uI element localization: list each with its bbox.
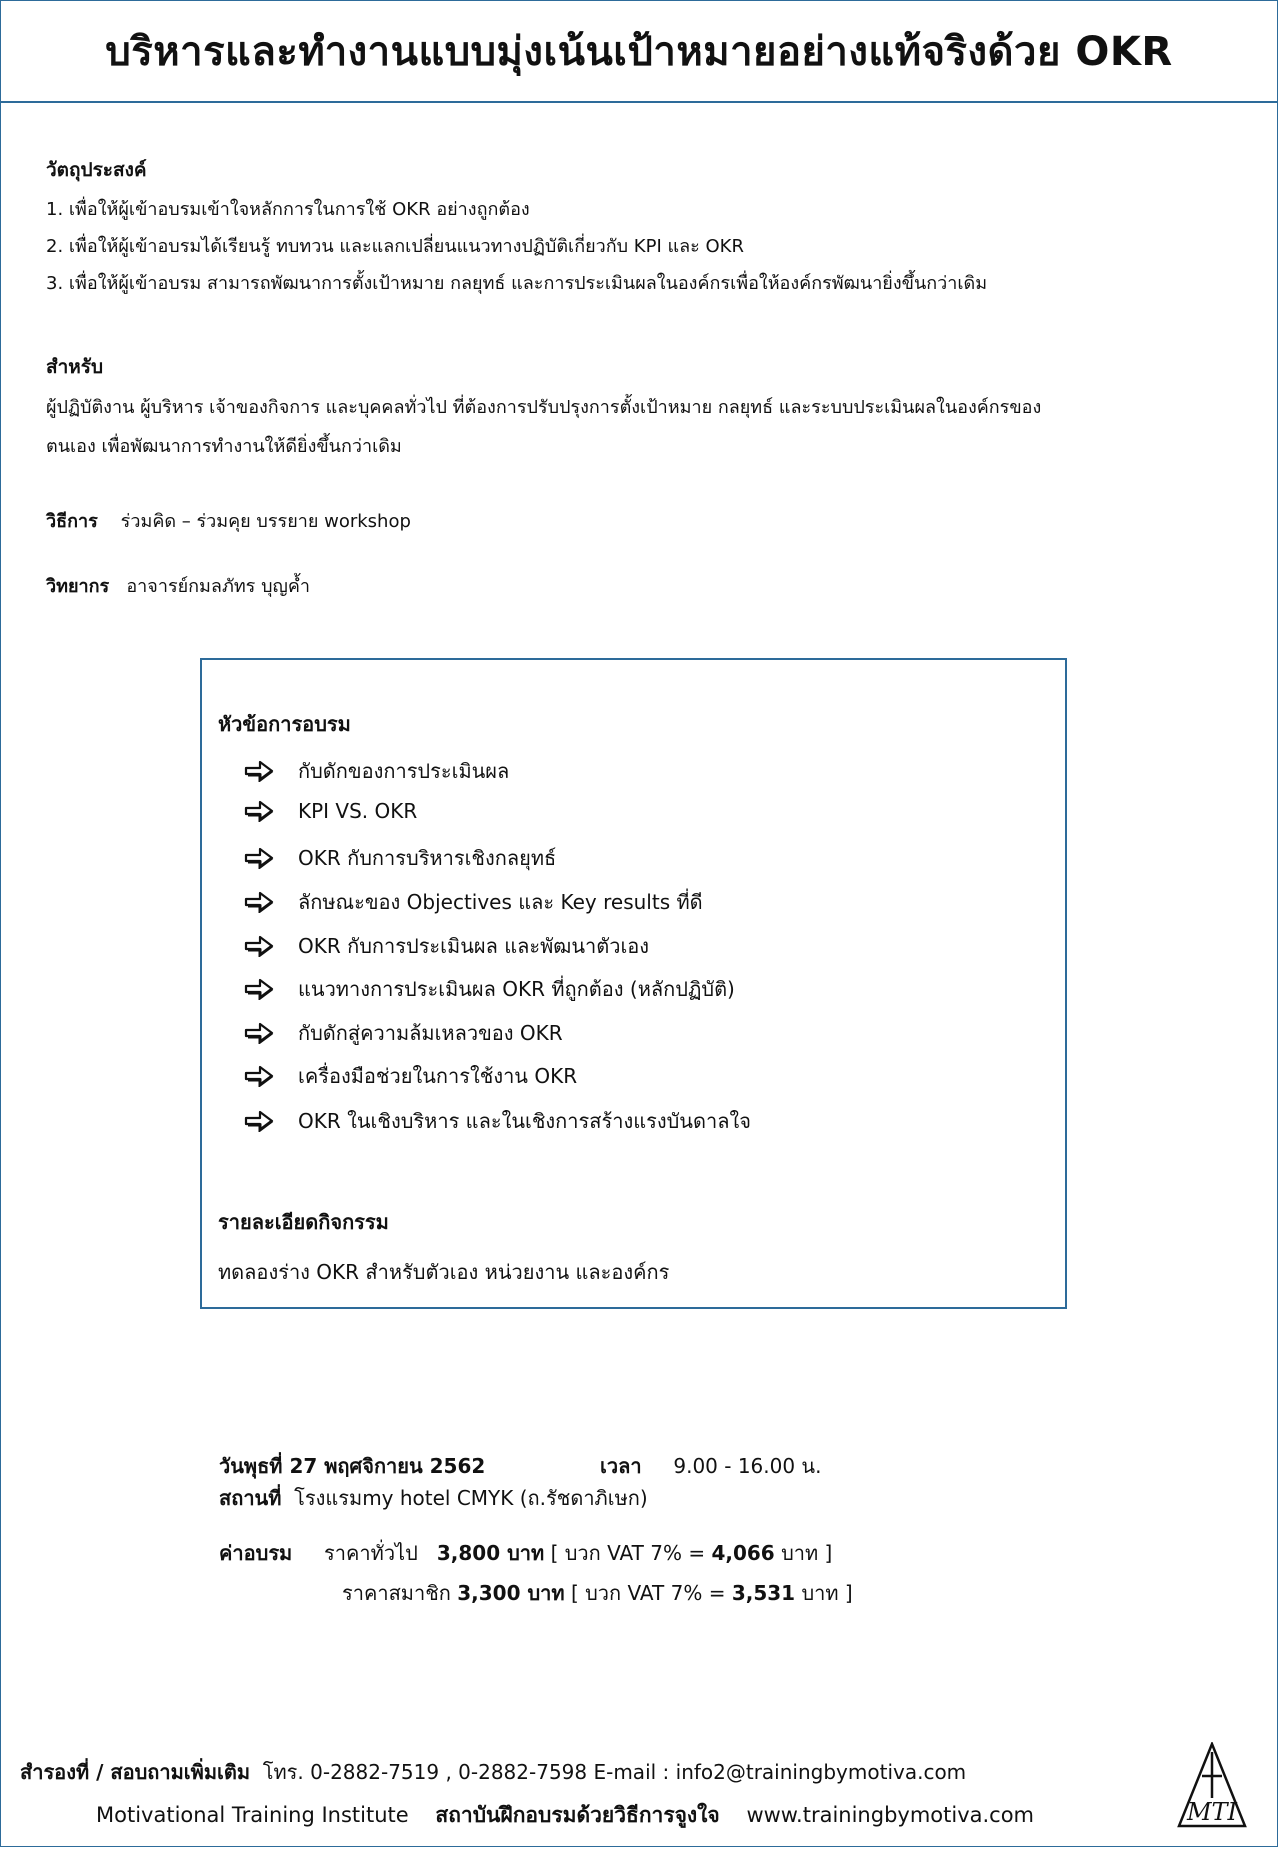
speaker-label: วิทยากร: [46, 576, 110, 597]
topic-item-label: OKR กับการประเมินผล และพัฒนาตัวเอง: [298, 934, 650, 958]
topics-heading: หัวข้อการอบรม: [218, 712, 351, 736]
event-date-row: [219, 1450, 485, 1482]
event-venue-value: โรงแรมmy hotel CMYK (ถ.รัชดาภิเษก): [294, 1486, 648, 1510]
topic-item: [244, 1017, 563, 1049]
general-total: 4,066: [711, 1541, 775, 1565]
general-vat-prefix: [ บวก VAT 7% =: [550, 1541, 706, 1565]
method-value: ร่วมคิด – ร่วมคุย บรรยาย workshop: [120, 511, 411, 532]
topic-item: [244, 1060, 577, 1092]
topic-item: [244, 799, 417, 823]
mti-logo-icon: [1176, 1742, 1248, 1828]
topic-item-label: กับดักของการประเมินผล: [298, 759, 510, 783]
footer-institute-row: [96, 1799, 1034, 1832]
topic-item-label: ลักษณะของ Objectives และ Key results ที่ดี: [298, 890, 703, 914]
objective-item-3: 3. เพื่อให้ผู้เข้าอบรม สามารถพัฒนาการตั้งเป้าหมาย กลยุทธ์ และการประเมินผลในองค์กรเพื่อให้องค์กรพัฒนายิ่งขึ้นกว่าเดิม: [46, 273, 988, 294]
method-label: วิธีการ: [46, 511, 98, 532]
member-price: 3,300 บาท: [457, 1581, 565, 1605]
topic-item-label: กับดักสู่ความล้มเหลวของ OKR: [298, 1021, 563, 1045]
topic-item: [244, 1105, 751, 1137]
topic-item-label: OKR กับการบริหารเชิงกลยุทธ์: [298, 846, 557, 870]
topic-item: [244, 973, 735, 1005]
arrow-right-icon: [244, 847, 274, 869]
title-bar: [0, 0, 1278, 103]
logo-text: MTI: [1186, 1798, 1238, 1826]
topics-box: [200, 658, 1067, 1309]
general-price: 3,800 บาท: [436, 1541, 545, 1565]
arrow-right-icon: [244, 760, 274, 782]
audience-line-1: ผู้ปฏิบัติงาน ผู้บริหาร เจ้าของกิจการ และบุคคลทั่วไป ที่ต้องการปรับปรุงการตั้งเป้าหมาย กลยุทธ์ และระบบประเมินผลในองค์กรของ: [46, 397, 1042, 418]
member-total: 3,531: [731, 1581, 796, 1605]
activity-text: ทดลองร่าง OKR สำหรับตัวเอง หน่วยงาน และองค์กร: [218, 1260, 670, 1284]
footer-website: www.trainingbymotiva.com: [746, 1803, 1035, 1827]
audience-line-2: ตนเอง เพื่อพัฒนาการทำงานให้ดียิ่งขึ้นกว่าเดิม: [46, 436, 402, 457]
arrow-right-icon: [244, 1022, 274, 1044]
speaker-row: [46, 569, 310, 605]
footer-institute-en: Motivational Training Institute: [96, 1803, 409, 1827]
topic-item: [244, 886, 703, 918]
fee-member-row: [342, 1577, 853, 1609]
member-price-label: ราคาสมาชิก: [342, 1581, 451, 1605]
general-price-label: ราคาทั่วไป: [324, 1541, 418, 1565]
objective-item-2: 2. เพื่อให้ผู้เข้าอบรมได้เรียนรู้ ทบทวน และแลกเปลี่ยนแนวทางปฏิบัติเกี่ยวกับ KPI และ OKR: [46, 236, 744, 257]
speaker-value: อาจารย์กมลภัทร บุญค้ำ: [126, 576, 310, 597]
topic-item-label: เครื่องมือช่วยในการใช้งาน OKR: [298, 1064, 578, 1088]
activity-heading: รายละเอียดกิจกรรม: [218, 1210, 389, 1234]
event-time-value: 9.00 - 16.00 น.: [673, 1454, 822, 1478]
arrow-right-icon: [244, 800, 274, 822]
method-row: [46, 504, 411, 540]
footer-institute-th: สถาบันฝึกอบรมด้วยวิธีการจูงใจ: [435, 1803, 720, 1827]
arrow-right-icon: [244, 1065, 274, 1087]
general-vat-suffix: บาท ]: [781, 1541, 833, 1565]
objectives-heading: วัตถุประสงค์: [46, 159, 147, 181]
topic-item-label: แนวทางการประเมินผล OKR ที่ถูกต้อง (หลักปฏิบัติ): [298, 977, 735, 1001]
page-title: บริหารและทำงานแบบมุ่งเน้นเป้าหมายอย่างแท้จริงด้วย OKR: [105, 28, 1173, 75]
arrow-right-icon: [244, 935, 274, 957]
fee-label: ค่าอบรม: [219, 1541, 293, 1565]
arrow-right-icon: [244, 891, 274, 913]
event-time-row: [600, 1450, 821, 1482]
event-date: วันพุธที่ 27 พฤศจิกายน 2562: [219, 1454, 486, 1478]
footer-contact-label: สำรองที่ / สอบถามเพิ่มเติม: [20, 1760, 251, 1784]
audience-heading: สำหรับ: [46, 356, 104, 378]
footer-contact-text: โทร. 0-2882-7519 , 0-2882-7598 E-mail : info2@trainingbymotiva.com: [262, 1760, 967, 1784]
footer-contact-row: [20, 1756, 966, 1788]
member-vat-suffix: บาท ]: [801, 1581, 853, 1605]
arrow-right-icon: [244, 1110, 274, 1132]
event-venue-label: สถานที่: [219, 1486, 282, 1510]
member-vat-prefix: [ บวก VAT 7% =: [570, 1581, 726, 1605]
arrow-right-icon: [244, 978, 274, 1000]
topic-item: [244, 755, 509, 787]
event-time-label: เวลา: [600, 1454, 642, 1478]
topic-item-label: OKR ในเชิงบริหาร และในเชิงการสร้างแรงบันดาลใจ: [298, 1109, 751, 1133]
fee-general-row: [219, 1537, 832, 1569]
topic-item-label: KPI VS. OKR: [298, 799, 418, 823]
topic-item: [244, 930, 649, 962]
objective-item-1: 1. เพื่อให้ผู้เข้าอบรมเข้าใจหลักการในการใช้ OKR อย่างถูกต้อง: [46, 199, 530, 220]
topic-item: [244, 842, 556, 874]
event-venue-row: [219, 1482, 648, 1514]
